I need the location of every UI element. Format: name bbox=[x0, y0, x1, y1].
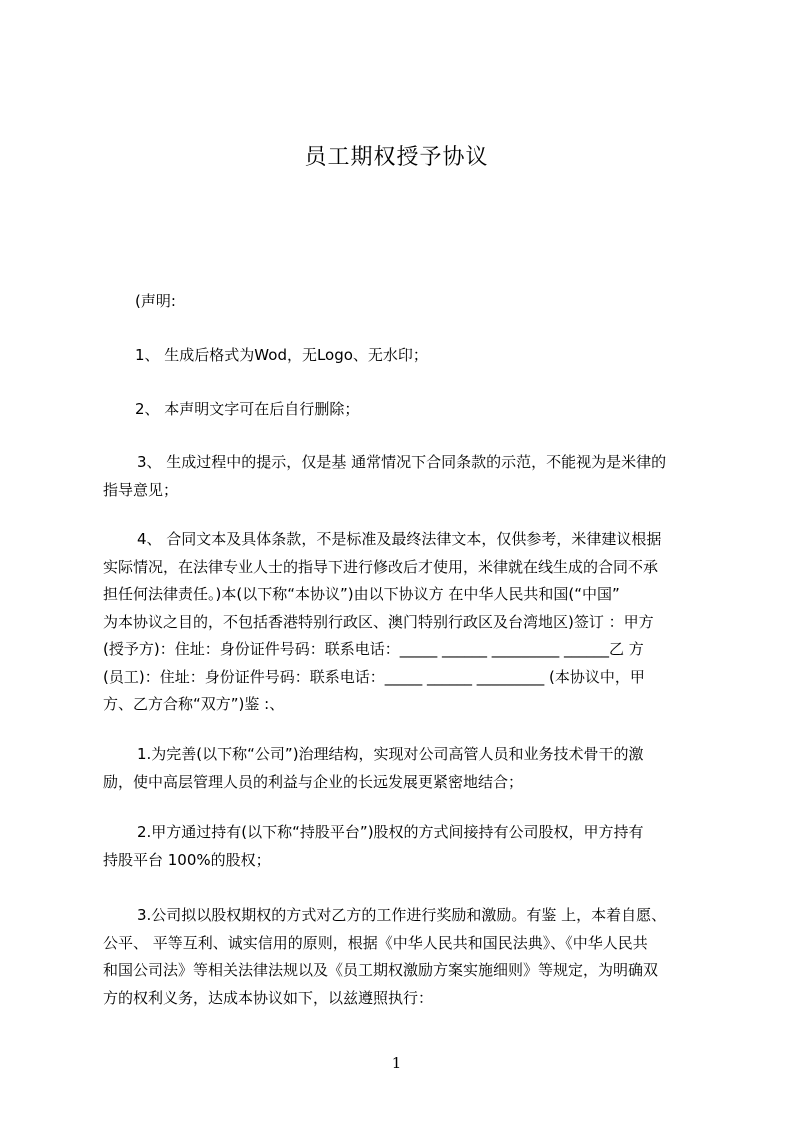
recital-3 bbox=[103, 902, 703, 1012]
recital-1 bbox=[103, 741, 703, 796]
text-line: 持股平台 100%的股权； bbox=[103, 850, 271, 869]
statement-heading: (声明: bbox=[135, 292, 176, 310]
text-line: 为本协议之目的，不包括香港特别行政区、澳门特别行政区及台湾地区)签订 ：甲方 bbox=[103, 612, 654, 631]
statement-item-1: 1、 生成后格式为Wod，无Logo、无水印； bbox=[135, 346, 428, 364]
text-line: 指导意见； bbox=[103, 480, 179, 499]
text-line: (员工)：住址：身份证件号码：联系电话：_____ ______ _________ (本协议中，甲 bbox=[103, 667, 645, 686]
recital-2 bbox=[103, 819, 703, 874]
text-line: 3、 生成过程中的提示，仅是基 通常情况下合同条款的示范，不能视为是米律的 bbox=[137, 453, 667, 471]
statement-item-4 bbox=[103, 526, 703, 719]
text-line: (授予方)：住址：身份证件号码：联系电话：_____ ______ _________ ______乙 方 bbox=[103, 640, 644, 658]
statement-item-3 bbox=[103, 449, 703, 504]
document-title: 员工期权授予协议 bbox=[304, 145, 489, 170]
text-line: 4、 合同文本及具体条款，不是标准及最终法律文本，仅供参考，米律建议根据 bbox=[137, 530, 662, 548]
page-number: 1 bbox=[391, 1054, 402, 1072]
text-line: 励，使中高层管理人员的利益与企业的长远发展更紧密地结合； bbox=[103, 772, 524, 791]
text-line: 方的权利义务，达成本协议如下，以兹遵照执行： bbox=[103, 988, 434, 1007]
text-line: 担任何法律责任。)本(以下称“本协议”)由以下协议方 在中华人民共和国(“中国” bbox=[103, 585, 620, 603]
text-line: 1.为完善(以下称“公司”)治理结构，实现对公司高管人员和业务技术骨干的激 bbox=[137, 745, 644, 763]
statement-item-2: 2、 本声明文字可在后自行删除； bbox=[135, 400, 360, 418]
text-line: 3.公司拟以股权期权的方式对乙方的工作进行奖励和激励。有鉴 上，本着自愿、 bbox=[137, 906, 667, 924]
text-line: 和国公司法》等相关法律法规以及《员工期权激励方案实施细则》等规定，为明确双 bbox=[103, 961, 659, 979]
text-line: 实际情况，在法律专业人士的指导下进行修改后才使用，米律就在线生成的合同不承 bbox=[103, 557, 659, 576]
text-line: 方、乙方合称“双方”)鉴 :、 bbox=[103, 695, 285, 713]
text-line: 公平、 平等互利、诚实信用的原则，根据《中华人民共和国民法典》、《中华人民共 bbox=[103, 933, 648, 952]
text-line: 2.甲方通过持有(以下称“持股平台”)股权的方式间接持有公司股权，甲方持有 bbox=[137, 823, 644, 841]
